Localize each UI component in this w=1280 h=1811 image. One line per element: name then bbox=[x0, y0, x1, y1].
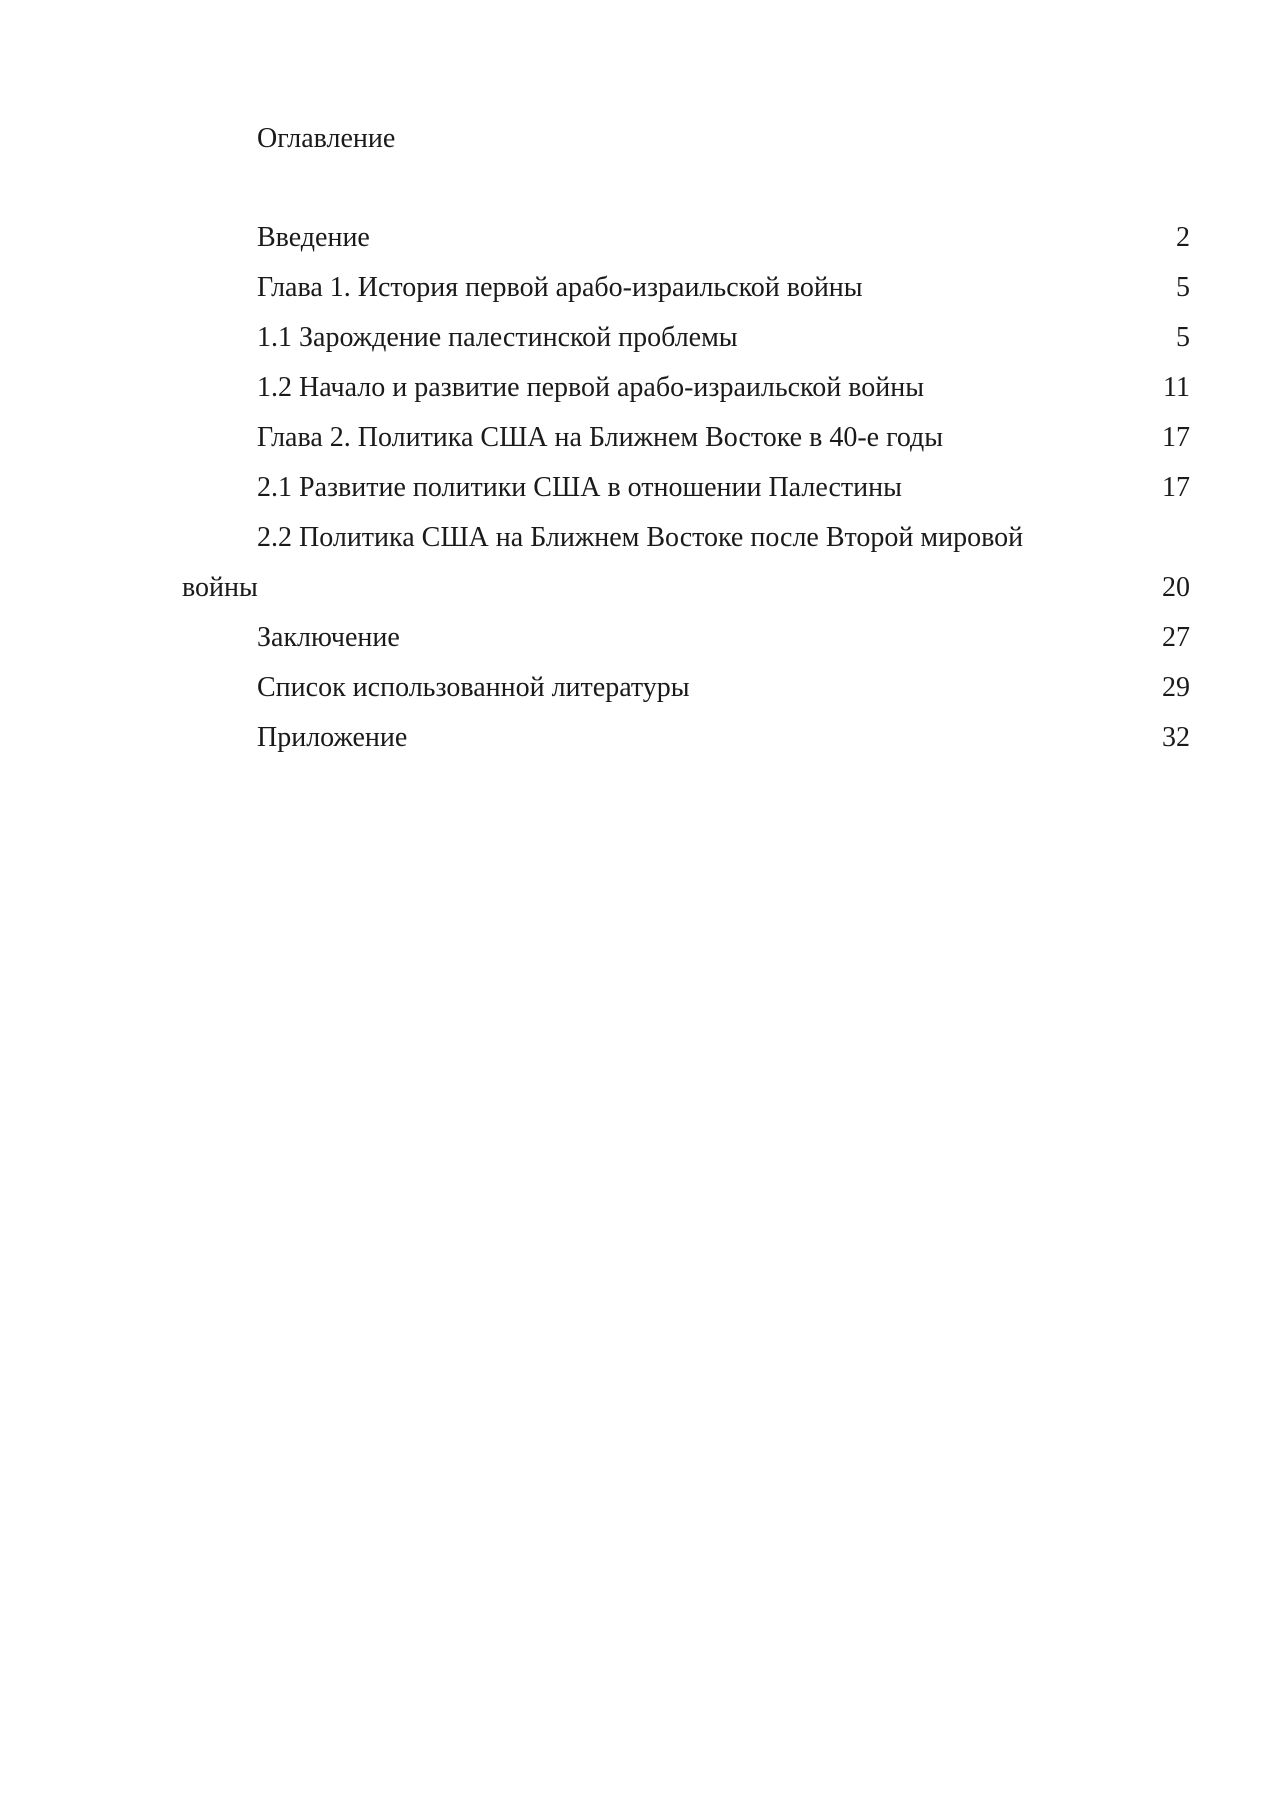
toc-entry-text: 1.1 Зарождение палестинской проблемы bbox=[257, 322, 738, 353]
toc-entry-page: 20 bbox=[1162, 572, 1190, 603]
toc-entry-chapter-1[interactable] bbox=[182, 268, 1190, 318]
toc-entry-text: 2.1 Развитие политики США в отношении Палестины bbox=[257, 472, 902, 503]
toc-entry-text: Заключение bbox=[257, 622, 400, 653]
toc-entry-page: 27 bbox=[1162, 622, 1190, 653]
toc-entry-chapter-2[interactable] bbox=[182, 418, 1190, 468]
toc-entry-text: 2.2 Политика США на Ближнем Востоке после Второй мировой bbox=[257, 522, 1024, 553]
toc-entry-text: 1.2 Начало и развитие первой арабо-израильской войны bbox=[257, 372, 925, 403]
toc-entry-page: 17 bbox=[1162, 472, 1190, 503]
toc-entry-page: 2 bbox=[1176, 222, 1190, 253]
toc-entry-text: Глава 1. История первой арабо-израильской войны bbox=[257, 272, 863, 303]
toc-entry-page: 32 bbox=[1162, 722, 1190, 753]
toc-entry-section-2-1[interactable] bbox=[182, 468, 1190, 518]
toc-entry-introduction[interactable] bbox=[182, 218, 1190, 268]
toc-entry-section-1-2[interactable] bbox=[182, 368, 1190, 418]
toc-entry-page: 5 bbox=[1176, 322, 1190, 353]
toc-entry-section-1-1[interactable] bbox=[182, 318, 1190, 368]
toc-entry-text: Введение bbox=[257, 222, 370, 253]
toc-entry-conclusion[interactable] bbox=[182, 618, 1190, 668]
toc-entry-section-2-2[interactable] bbox=[182, 518, 1190, 618]
toc-entry-text: Приложение bbox=[257, 722, 408, 753]
toc-entry-references[interactable] bbox=[182, 668, 1190, 718]
toc-entry-appendix[interactable] bbox=[182, 718, 1190, 768]
toc-title: Оглавление bbox=[257, 123, 396, 154]
toc-entry-page: 29 bbox=[1162, 672, 1190, 703]
toc-entry-text-continuation: войны bbox=[182, 572, 258, 603]
table-of-contents bbox=[182, 218, 1190, 768]
toc-entry-page: 17 bbox=[1162, 422, 1190, 453]
toc-entry-page: 11 bbox=[1163, 372, 1190, 403]
toc-entry-text: Глава 2. Политика США на Ближнем Востоке в 40-е годы bbox=[257, 422, 944, 453]
toc-entry-page: 5 bbox=[1176, 272, 1190, 303]
toc-entry-text: Список использованной литературы bbox=[257, 672, 690, 703]
